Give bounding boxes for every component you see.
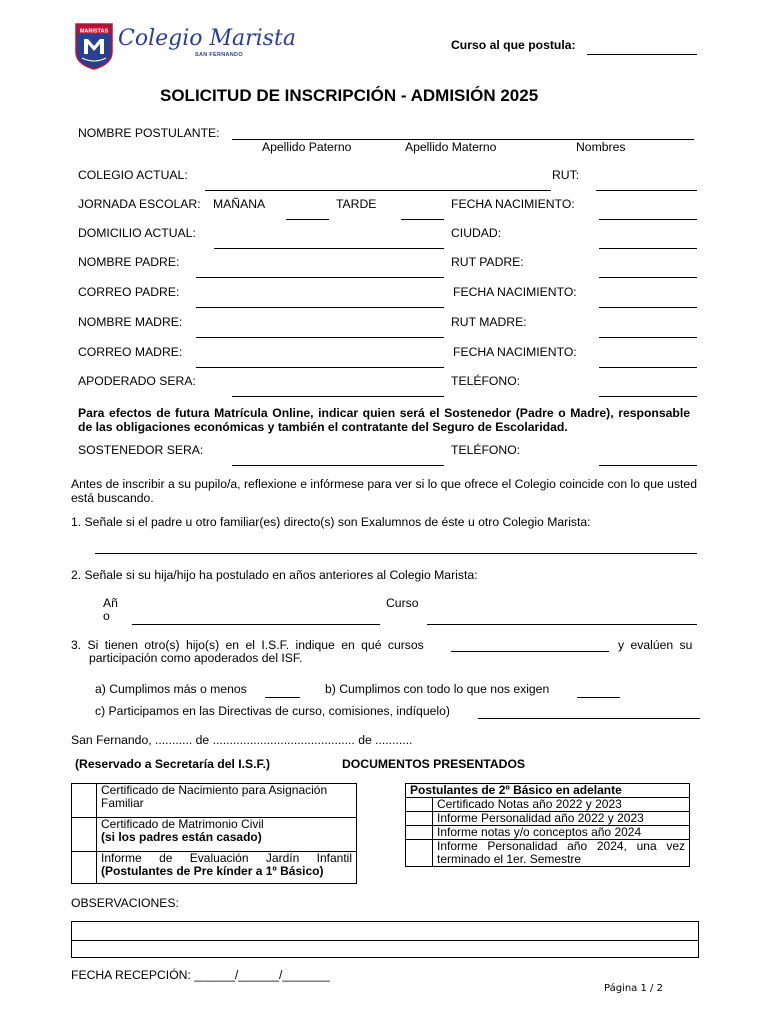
manana-line[interactable]	[286, 219, 329, 220]
q2-curso-line[interactable]	[427, 624, 697, 625]
doc-item: Certificado Notas año 2022 y 2023	[433, 798, 690, 812]
domicilio-label: DOMICILIO ACTUAL:	[78, 226, 196, 240]
question-3-cont: y evalúen su	[618, 638, 693, 652]
telefono-label: TELÉFONO:	[451, 374, 521, 388]
option-c: c) Participamos en las Directivas de curso, comisiones, indíquelo)	[95, 704, 450, 718]
nombres-caption: Nombres	[576, 140, 626, 154]
doc-checkbox[interactable]	[406, 840, 433, 867]
nombre-madre-line[interactable]	[196, 337, 444, 338]
rut-padre-line[interactable]	[599, 277, 697, 278]
correo-padre-line[interactable]	[196, 307, 444, 308]
school-logo	[74, 22, 114, 70]
documents-title: DOCUMENTOS PRESENTADOS	[342, 757, 526, 771]
domicilio-line[interactable]	[214, 248, 444, 249]
doc-item	[97, 784, 357, 818]
fecha-nacimiento-madre-line[interactable]	[599, 367, 697, 368]
apellido-paterno-caption: Apellido Paterno	[262, 140, 352, 154]
doc-item-line1: Certificado de Nacimiento para Asignación	[101, 783, 328, 797]
rut-padre-label: RUT PADRE:	[451, 255, 524, 269]
q2-ano-label: Añ	[103, 596, 118, 610]
apoderado-line[interactable]	[232, 396, 444, 397]
reserved-note: (Reservado a Secretaría del I.S.F.)	[75, 757, 271, 771]
fecha-nacimiento-label: FECHA NACIMIENTO:	[451, 197, 575, 211]
tarde-label: TARDE	[336, 197, 377, 211]
observaciones-box-1[interactable]	[71, 921, 699, 941]
q2-ano-label-wrap: o	[103, 609, 110, 623]
docs-right-table	[405, 783, 690, 867]
nombre-postulante-label: NOMBRE POSTULANTE:	[78, 126, 220, 140]
curso-input-line[interactable]	[587, 54, 697, 55]
doc-item-line2: Familiar	[101, 796, 144, 810]
place-date: San Fernando, ........... de .......................................... de ...........	[71, 733, 413, 747]
telefono-sostenedor-label: TELÉFONO:	[451, 443, 521, 457]
option-c-line[interactable]	[478, 718, 700, 719]
curso-label: Curso al que postula:	[451, 38, 576, 52]
doc-checkbox[interactable]	[406, 826, 433, 840]
colegio-actual-line[interactable]	[205, 190, 551, 191]
correo-madre-line[interactable]	[196, 367, 444, 368]
option-b-line[interactable]	[577, 697, 620, 698]
docs-right-title: Postulantes de 2º Básico en adelante	[406, 784, 690, 798]
option-a-line[interactable]	[265, 697, 300, 698]
correo-madre-label: CORREO MADRE:	[78, 345, 183, 359]
doc-item-line2: (si los padres están casado)	[101, 830, 262, 844]
docs-left-row	[72, 818, 357, 852]
telefono-line[interactable]	[599, 396, 697, 397]
tarde-line[interactable]	[401, 219, 444, 220]
fecha-nacimiento-madre-label: FECHA NACIMIENTO:	[453, 345, 577, 359]
sostenedor-label: SOSTENEDOR SERA:	[78, 443, 204, 457]
option-a: a) Cumplimos más o menos	[95, 682, 247, 696]
doc-item	[97, 818, 357, 852]
doc-checkbox[interactable]	[406, 812, 433, 826]
nombre-padre-label: NOMBRE PADRE:	[78, 255, 180, 269]
doc-item-line1: Informe de Evaluación Jardín Infantil	[101, 851, 352, 865]
observaciones-box-2[interactable]	[71, 939, 699, 958]
apellido-materno-caption: Apellido Materno	[405, 140, 497, 154]
rut-label: RUT:	[552, 168, 580, 182]
docs-right-row	[406, 826, 690, 840]
nombre-padre-line[interactable]	[196, 277, 444, 278]
correo-padre-label: CORREO PADRE:	[78, 285, 180, 299]
docs-left-row	[72, 784, 357, 818]
q3-cursos-line[interactable]	[451, 651, 609, 652]
doc-item-line2: (Postulantes de Pre kínder a 1º Básico)	[101, 864, 324, 878]
fecha-nacimiento-line[interactable]	[599, 219, 697, 220]
colegio-actual-label: COLEGIO ACTUAL:	[78, 168, 188, 182]
q2-ano-line[interactable]	[132, 624, 380, 625]
page-number: Página 1 / 2	[604, 983, 663, 994]
fecha-nacimiento-padre-label: FECHA NACIMIENTO:	[453, 285, 577, 299]
doc-item-line1: Certificado de Matrimonio Civil	[101, 817, 264, 831]
ciudad-line[interactable]	[599, 248, 697, 249]
doc-item	[97, 852, 357, 884]
question-3-cont2: participación como apoderados del ISF.	[89, 651, 303, 665]
telefono-sostenedor-line[interactable]	[599, 465, 697, 466]
rut-madre-label: RUT MADRE:	[451, 315, 527, 329]
fecha-recepcion: FECHA RECEPCIÓN: ______/______/_______	[71, 968, 330, 982]
observaciones-label: OBSERVACIONES:	[71, 896, 179, 910]
docs-left-row	[72, 852, 357, 884]
doc-checkbox[interactable]	[406, 798, 433, 812]
docs-right-row	[406, 840, 690, 867]
apoderado-label: APODERADO SERA:	[78, 374, 196, 388]
jornada-label: JORNADA ESCOLAR:	[78, 197, 201, 211]
logo-badge-text: MARISTAS	[79, 28, 109, 35]
logo-subtitle: SAN FERNANDO	[195, 52, 243, 58]
q2-curso-label: Curso	[386, 596, 419, 610]
manana-label: MAÑANA	[213, 197, 266, 211]
intro-text: Antes de inscribir a su pupilo/a, reflexione e infórmese para ver si lo que ofrece el Colegio coincide con lo que usted está buscando.	[71, 477, 697, 505]
option-b: b) Cumplimos con todo lo que nos exigen	[325, 682, 550, 696]
doc-checkbox[interactable]	[72, 852, 97, 884]
doc-item: Informe notas y/o conceptos año 2024	[433, 826, 690, 840]
nombre-madre-label: NOMBRE MADRE:	[78, 315, 183, 329]
doc-item: Informe Personalidad año 2024, una vez terminado el 1er. Semestre	[433, 840, 690, 867]
question-1-line[interactable]	[95, 553, 697, 554]
question-3: 3. Si tienen otro(s) hijo(s) en el I.S.F. indique en qué cursos	[71, 638, 424, 652]
sostenedor-notice: Para efectos de futura Matrícula Online, indicar quien será el Sostenedor (Padre o Madre), responsable de las obligaciones económicas y también el contratante del Seguro de Escolaridad.	[78, 406, 690, 434]
sostenedor-line[interactable]	[232, 465, 444, 466]
doc-checkbox[interactable]	[72, 784, 97, 818]
fecha-nacimiento-padre-line[interactable]	[599, 307, 697, 308]
docs-left-table	[71, 783, 357, 884]
doc-checkbox[interactable]	[72, 818, 97, 852]
logo-name: Colegio Marista	[118, 26, 296, 51]
question-2: 2. Señale si su hija/hijo ha postulado en años anteriores al Colegio Marista:	[71, 568, 478, 582]
doc-item: Informe Personalidad año 2022 y 2023	[433, 812, 690, 826]
docs-right-header	[406, 784, 690, 798]
question-1: 1. Señale si el padre u otro familiar(es) directo(s) son Exalumnos de éste u otro Colegio Marista:	[71, 515, 591, 529]
rut-madre-line[interactable]	[599, 337, 697, 338]
docs-right-row	[406, 812, 690, 826]
rut-line[interactable]	[596, 190, 697, 191]
docs-right-row	[406, 798, 690, 812]
page-title: SOLICITUD DE INSCRIPCIÓN - ADMISIÓN 2025	[160, 86, 539, 105]
ciudad-label: CIUDAD:	[451, 226, 502, 240]
